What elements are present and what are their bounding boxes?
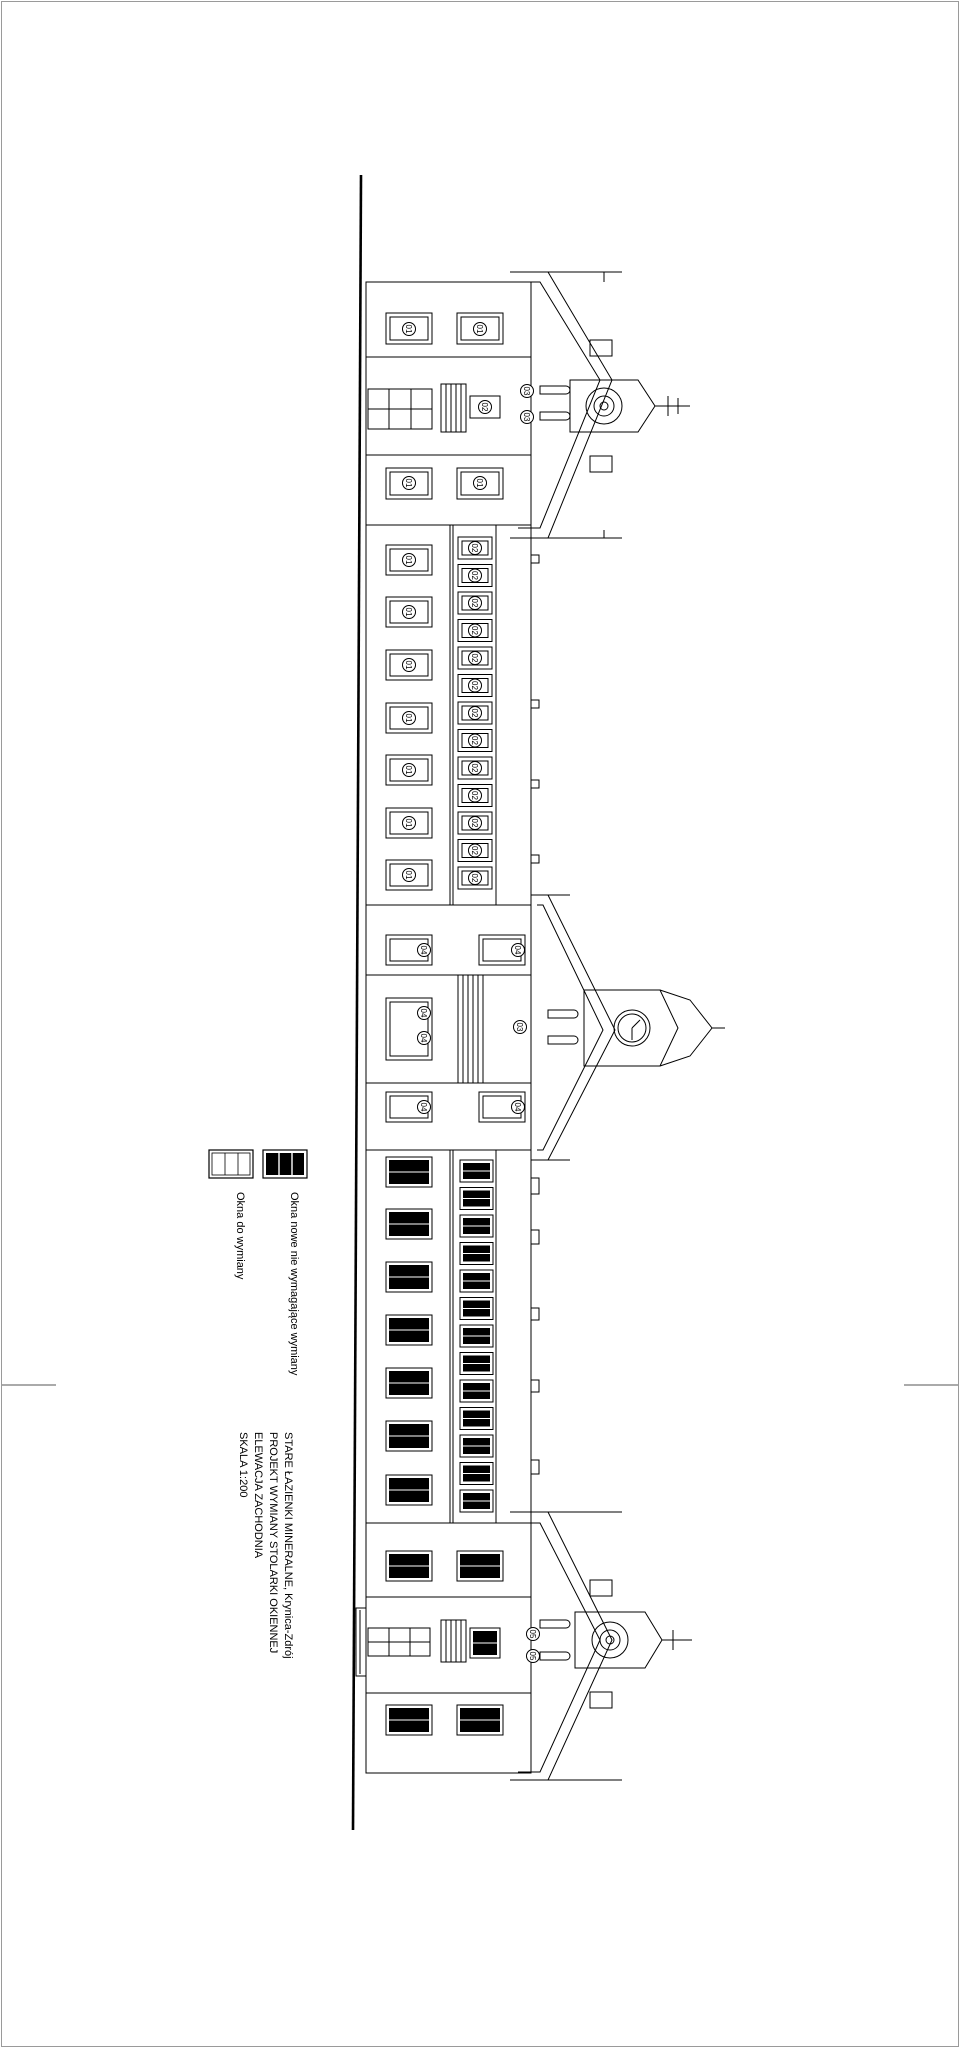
gallery-b-window-left-1 — [386, 1157, 432, 1187]
gallery-b-window-right-10 — [460, 1408, 493, 1430]
tag-gallery-a-left-2-text: 01 — [404, 607, 414, 617]
tag-gallery-a-right-6-text: 02 — [470, 681, 480, 690]
tag-gallery-a-left-7-text: 01 — [404, 870, 414, 880]
tag-c-gable-2-text: 05 — [528, 1651, 538, 1661]
wing-a — [366, 272, 690, 538]
tag-gallery-a-right-3-text: 02 — [470, 598, 480, 608]
gallery-a — [366, 525, 539, 905]
tag-a-pair-1 — [403, 477, 416, 490]
tag-gallery-a-right-13-text: 02 — [470, 873, 480, 883]
tag-gallery-a-right-12-text: 02 — [470, 846, 480, 855]
wing-c-window-2 — [457, 1551, 503, 1581]
gallery-b-window-right-9 — [460, 1380, 493, 1402]
tag-b-outer-1-text: 04 — [419, 945, 429, 955]
tag-gallery-a-right-1 — [469, 542, 482, 555]
gallery-b-window-left-5 — [386, 1368, 432, 1398]
tag-a-balcony-text: 02 — [480, 402, 490, 412]
tag-gallery-a-right-8-text: 02 — [470, 736, 480, 745]
wing-c — [356, 1512, 692, 1780]
tag-gallery-a-right-11 — [469, 817, 482, 830]
tag-gallery-a-right-5-text: 02 — [470, 653, 480, 663]
gallery-b-window-right-8 — [460, 1353, 493, 1375]
tag-gallery-a-left-1-text: 01 — [404, 555, 414, 565]
view-name: ELEWACJA ZACHODNIA — [252, 1432, 264, 1559]
wing-c-window-4 — [457, 1705, 503, 1735]
tag-gallery-a-right-12 — [469, 844, 482, 857]
tag-c-gable-1-text: 05 — [528, 1629, 538, 1639]
tag-gallery-a-left-7 — [403, 869, 416, 882]
tag-a-gable-1-text: 03 — [522, 386, 532, 396]
tag-gallery-a-right-2 — [469, 569, 482, 582]
tag-gallery-a-right-8 — [469, 734, 482, 747]
gallery-b-window-right-13 — [460, 1490, 493, 1512]
tag-b-middle-1-text: 04 — [419, 1008, 429, 1018]
tag-gallery-a-right-7 — [469, 707, 482, 720]
wing-c-window-5 — [470, 1628, 500, 1658]
tag-b-inner-1-text: 04 — [419, 1102, 429, 1112]
gallery-b-window-right-12 — [460, 1463, 493, 1485]
tag-c-gable-2 — [527, 1650, 540, 1663]
wing-c-window-1 — [386, 1551, 432, 1581]
tag-gallery-a-left-5 — [403, 764, 416, 777]
new-windows-group — [386, 1157, 503, 1735]
gallery-b-window-right-11 — [460, 1435, 493, 1457]
tag-gallery-a-right-6 — [469, 679, 482, 692]
tag-gallery-a-left-3-text: 01 — [404, 660, 414, 670]
legend-swatch-replace — [209, 1150, 253, 1178]
tag-a-gable-1 — [521, 385, 534, 398]
tag-a-large-2 — [474, 323, 487, 336]
tag-a-large-1-text: 01 — [404, 324, 414, 334]
tag-c-gable-1 — [527, 1628, 540, 1641]
legend — [209, 1150, 307, 1376]
tag-gallery-a-left-4-text: 01 — [404, 713, 414, 723]
tag-b-gable-text: 03 — [515, 1022, 525, 1032]
tag-gallery-a-left-6-text: 01 — [404, 818, 414, 828]
tag-gallery-a-left-4 — [403, 712, 416, 725]
tag-gallery-a-left-1 — [403, 554, 416, 567]
tag-a-large-1 — [403, 323, 416, 336]
tag-a-pair-1-text: 01 — [404, 478, 414, 488]
gallery-b-window-right-4 — [460, 1243, 493, 1265]
gallery-b-window-right-6 — [460, 1298, 493, 1320]
tag-gallery-a-right-2-text: 02 — [470, 571, 480, 580]
tag-b-gable — [514, 1021, 527, 1034]
gallery-b-window-right-7 — [460, 1325, 493, 1347]
gallery-b-window-right-1 — [460, 1160, 493, 1182]
tag-a-pair-2 — [474, 477, 487, 490]
project-subject: PROJEKT WYMIANY STOLARKI OKIENNEJ — [267, 1432, 279, 1654]
tag-b-outer-2 — [512, 944, 525, 957]
tag-gallery-a-right-11-text: 02 — [470, 818, 480, 828]
tag-gallery-a-right-10-text: 02 — [470, 791, 480, 800]
tag-a-gable-2 — [521, 411, 534, 424]
tag-gallery-a-left-2 — [403, 606, 416, 619]
tag-a-gable-2-text: 03 — [522, 412, 532, 422]
tag-gallery-a-right-9 — [469, 762, 482, 775]
building-elevation — [356, 272, 725, 1780]
ground-line — [353, 175, 361, 1830]
wing-c-window-3 — [386, 1705, 432, 1735]
tag-b-middle-1 — [418, 1007, 431, 1020]
tag-gallery-a-right-4 — [469, 624, 482, 637]
tag-b-outer-1 — [418, 944, 431, 957]
gallery-b-window-left-4 — [386, 1315, 432, 1345]
tag-b-inner-2 — [512, 1101, 525, 1114]
legend-swatch-new-fill — [266, 1153, 304, 1175]
tag-b-middle-2 — [418, 1032, 431, 1045]
sheet-border — [2, 2, 959, 2047]
tag-a-large-2-text: 01 — [475, 324, 485, 334]
project-name: STARE ŁAZIENKI MINERALNE, Krynica-Zdrój — [282, 1432, 294, 1659]
tag-gallery-a-right-4-text: 02 — [470, 626, 480, 635]
gallery-b-window-right-5 — [460, 1270, 493, 1292]
title-block — [237, 1432, 294, 1659]
tag-gallery-a-right-10 — [469, 789, 482, 802]
gallery-b-window-right-3 — [460, 1215, 493, 1237]
tag-a-pair-2-text: 01 — [475, 478, 485, 488]
tag-b-outer-2-text: 04 — [513, 945, 523, 955]
tag-gallery-a-left-6 — [403, 817, 416, 830]
gallery-b-window-left-7 — [386, 1475, 432, 1505]
tag-gallery-a-right-13 — [469, 872, 482, 885]
tag-gallery-a-right-1-text: 02 — [470, 543, 480, 553]
tag-gallery-a-left-5-text: 01 — [404, 765, 414, 775]
tag-gallery-a-right-5 — [469, 652, 482, 665]
tag-gallery-a-right-3 — [469, 597, 482, 610]
tag-b-middle-2-text: 04 — [419, 1033, 429, 1043]
gallery-b-window-left-3 — [386, 1262, 432, 1292]
window-tags-group — [403, 323, 540, 1663]
gallery-b-window-left-2 — [386, 1209, 432, 1239]
legend-label-new: Okna nowe nie wymagające wymiany — [288, 1192, 300, 1376]
tag-a-balcony — [479, 401, 492, 414]
gallery-b-window-left-6 — [386, 1421, 432, 1451]
gallery-b-window-right-2 — [460, 1188, 493, 1210]
legend-label-replace: Okna do wymiany — [234, 1192, 246, 1280]
tag-gallery-a-left-3 — [403, 659, 416, 672]
drawing-scale: SKALA 1:200 — [237, 1432, 249, 1498]
tag-b-inner-2-text: 04 — [513, 1102, 523, 1112]
tag-gallery-a-right-7-text: 02 — [470, 708, 480, 718]
tag-b-inner-1 — [418, 1101, 431, 1114]
tag-gallery-a-right-9-text: 02 — [470, 763, 480, 773]
